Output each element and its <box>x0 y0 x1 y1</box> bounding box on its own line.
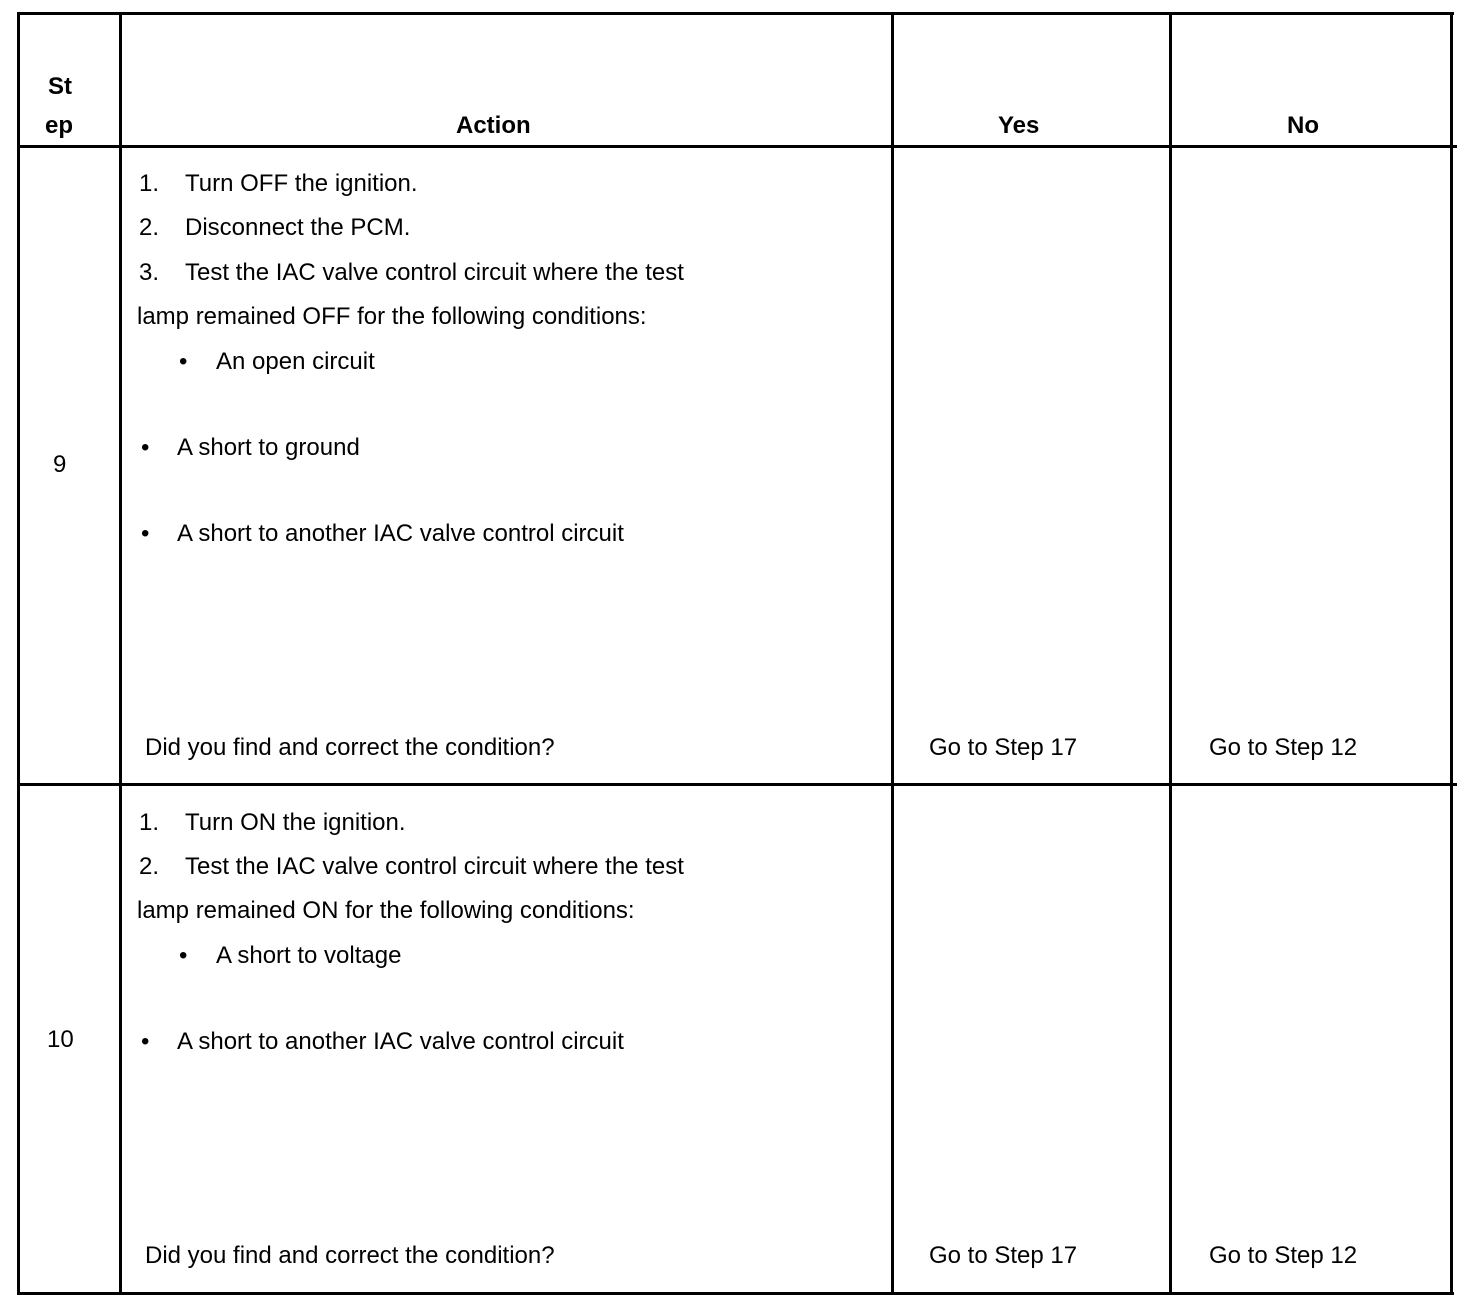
bullet-icon: • <box>141 520 150 547</box>
no-outcome: Go to Step 12 <box>1209 1242 1358 1269</box>
bullet-item-text: A short to another IAC valve control circuit <box>177 520 624 547</box>
bullet-item-text: A short to voltage <box>216 942 402 969</box>
header-yes: Yes <box>998 112 1040 139</box>
table-bottom-border <box>17 1292 1454 1295</box>
action-item-text: Test the IAC valve control circuit where the test <box>185 259 684 286</box>
header-bottom-border <box>17 145 1457 148</box>
row-divider <box>17 783 1457 786</box>
yes-outcome: Go to Step 17 <box>929 734 1078 761</box>
action-question: Did you find and correct the condition? <box>145 1242 555 1269</box>
bullet-item-text: An open circuit <box>216 348 375 375</box>
col-divider-step <box>119 12 122 1295</box>
bullet-item-text: A short to another IAC valve control circuit <box>177 1028 624 1055</box>
bullet-icon: • <box>179 348 188 375</box>
bullet-icon: • <box>141 434 150 461</box>
action-item-text-continued: lamp remained OFF for the following conditions: <box>137 303 647 330</box>
bullet-icon: • <box>179 942 188 969</box>
header-step-line2: ep <box>45 112 74 139</box>
col-divider-yes <box>1169 12 1172 1295</box>
action-item-text: Disconnect the PCM. <box>185 214 411 241</box>
action-item-text-continued: lamp remained ON for the following conditions: <box>137 897 635 924</box>
header-step-line1: St <box>48 73 72 100</box>
action-item-text: Test the IAC valve control circuit where the test <box>185 853 684 880</box>
bullet-icon: • <box>141 1028 150 1055</box>
bullet-item-text: A short to ground <box>177 434 360 461</box>
table-top-border <box>17 12 1454 15</box>
header-no: No <box>1287 112 1319 139</box>
action-question: Did you find and correct the condition? <box>145 734 555 761</box>
action-item-text: Turn OFF the ignition. <box>185 170 418 197</box>
action-item-number: 2. <box>139 214 160 241</box>
action-item-text: Turn ON the ignition. <box>185 809 406 836</box>
step-number: 9 <box>53 451 67 478</box>
table-left-border <box>17 12 20 1295</box>
action-item-number: 1. <box>139 170 160 197</box>
table-right-border <box>1450 12 1453 1295</box>
step-number: 10 <box>47 1026 74 1053</box>
no-outcome: Go to Step 12 <box>1209 734 1358 761</box>
action-item-number: 2. <box>139 853 160 880</box>
action-item-number: 1. <box>139 809 160 836</box>
action-item-number: 3. <box>139 259 160 286</box>
col-divider-action <box>891 12 894 1295</box>
yes-outcome: Go to Step 17 <box>929 1242 1078 1269</box>
header-action: Action <box>456 112 531 139</box>
